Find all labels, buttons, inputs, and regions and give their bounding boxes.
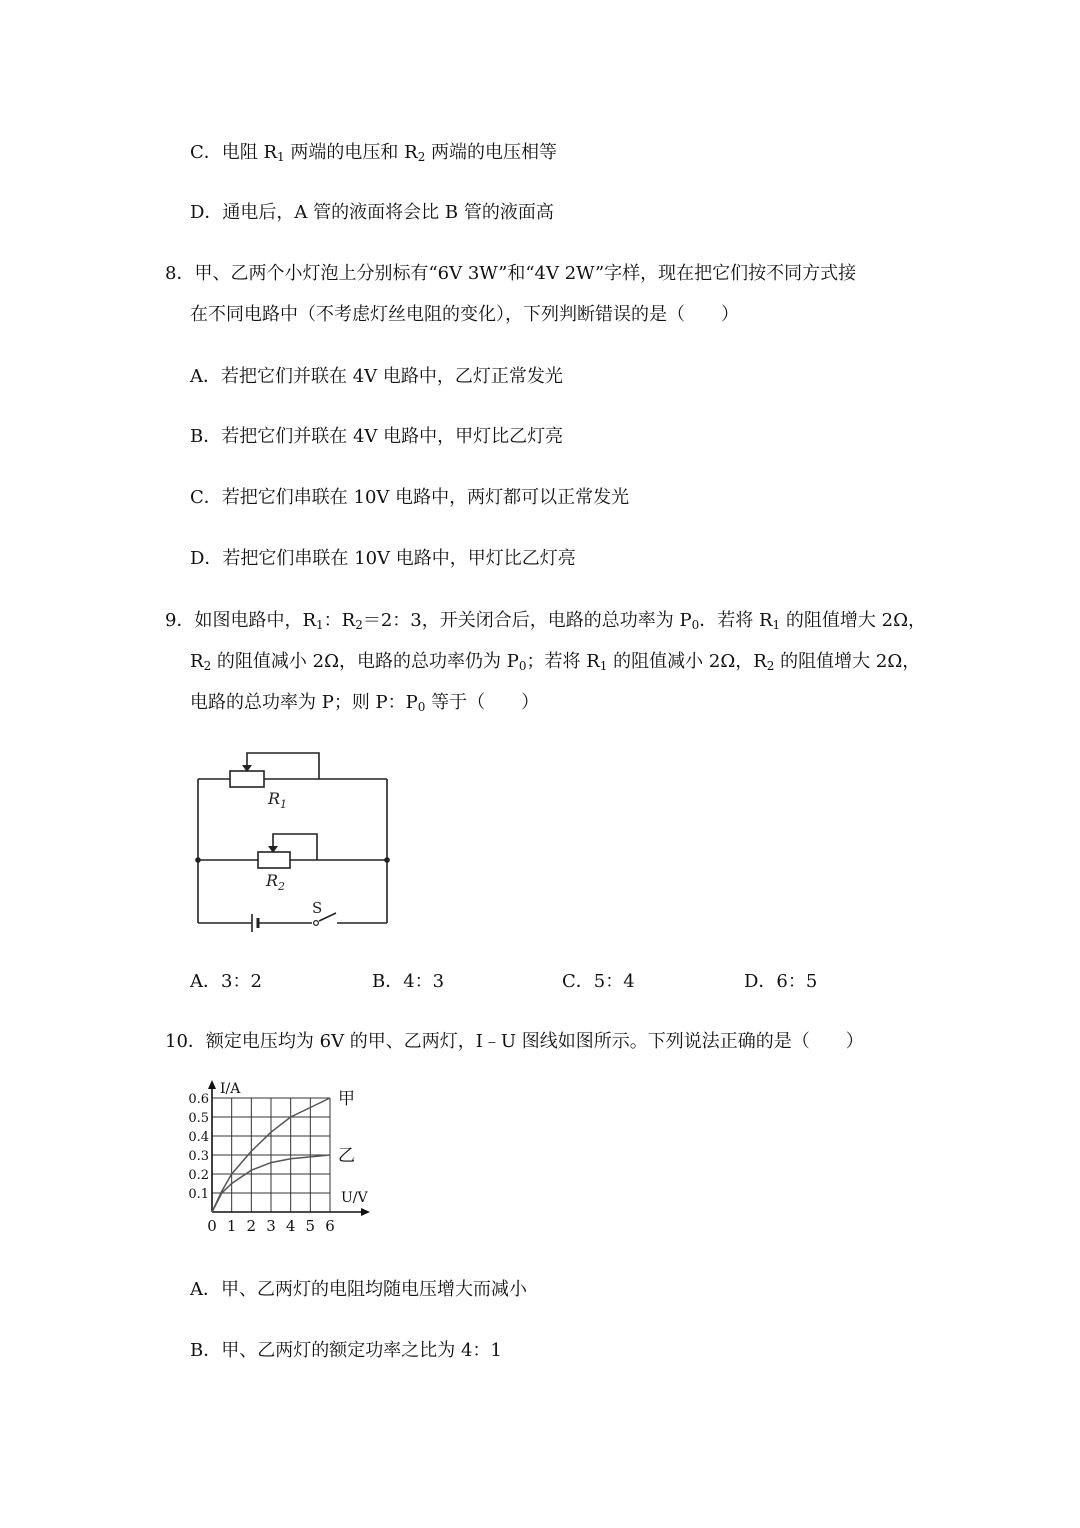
q10-iu-chart bbox=[180, 1075, 390, 1255]
x-tick-label: 6 bbox=[325, 1217, 335, 1235]
resistor-r1 bbox=[230, 771, 264, 787]
series-label-yi: 乙 bbox=[338, 1146, 355, 1166]
x-axis-arrow bbox=[361, 1208, 370, 1216]
q10-option-b: B．甲、乙两灯的额定功率之比为 4：1 bbox=[190, 1340, 502, 1361]
y-tick-label: 0.4 bbox=[188, 1130, 209, 1145]
q9-option-c: C．5：4 bbox=[562, 971, 635, 992]
y-axis-arrow bbox=[208, 1080, 216, 1089]
r1-slider-wire bbox=[247, 753, 319, 779]
y-axis-label: I/A bbox=[220, 1081, 241, 1097]
q9-option-b: B．4：3 bbox=[372, 971, 445, 992]
y-tick-label: 0.6 bbox=[188, 1092, 209, 1107]
q8-option-c: C．若把它们串联在 10V 电路中，两灯都可以正常发光 bbox=[190, 487, 630, 508]
q9-stem-line2: $R_2$ 的阻值减小 2Ω，电路的总功率仍为 $P_0$；若将 $R_1$ 的阻值减小 2Ω，$R_2$ 的阻值增大 2Ω， bbox=[190, 651, 921, 673]
y-tick-label: 0.5 bbox=[188, 1111, 209, 1126]
junction-left bbox=[195, 857, 201, 863]
resistor-r2 bbox=[258, 852, 290, 868]
q9-option-a: A．3：2 bbox=[190, 971, 262, 992]
label-r1: $R_1$ bbox=[268, 789, 288, 811]
y-tick-label: 0.2 bbox=[188, 1168, 209, 1183]
x-axis-label: U/V bbox=[341, 1190, 368, 1206]
q7-option-d: D．通电后，A 管的液面将会比 B 管的液面高 bbox=[190, 202, 554, 223]
x-tick-label: 2 bbox=[246, 1217, 257, 1235]
q8-option-d: D．若把它们串联在 10V 电路中，甲灯比乙灯亮 bbox=[190, 548, 576, 569]
x-tick-label: 0 bbox=[207, 1217, 217, 1235]
label-r2: $R_2$ bbox=[266, 871, 286, 893]
label-switch: S bbox=[312, 899, 323, 917]
x-tick-label: 5 bbox=[305, 1217, 316, 1235]
y-tick-label: 0.1 bbox=[188, 1187, 209, 1202]
q9-option-d: D．6：5 bbox=[744, 971, 818, 992]
x-tick-label: 4 bbox=[285, 1217, 296, 1235]
q8-option-a: A．若把它们并联在 4V 电路中，乙灯正常发光 bbox=[190, 366, 563, 387]
q10-stem: 10．额定电压均为 6V 的甲、乙两灯，I﹣U 图线如图所示。下列说法正确的是（ ） bbox=[165, 1031, 864, 1052]
q8-stem-line2: 在不同电路中（不考虑灯丝电阻的变化），下列判断错误的是（ ） bbox=[190, 304, 739, 325]
q10-option-a: A．甲、乙两灯的电阻均随电压增大而减小 bbox=[190, 1279, 527, 1300]
junction-right bbox=[384, 857, 390, 863]
y-tick-label: 0.3 bbox=[188, 1149, 209, 1164]
r2-slider-wire bbox=[273, 834, 317, 860]
x-tick-label: 1 bbox=[226, 1217, 237, 1235]
q9-stem-line3: 电路的总功率为 P；则 P：$P_0$ 等于（ ） bbox=[190, 692, 540, 714]
q9-options bbox=[190, 970, 950, 994]
q9-circuit-diagram bbox=[180, 740, 410, 940]
series-label-jia: 甲 bbox=[338, 1089, 355, 1109]
switch-contact-left bbox=[314, 921, 319, 926]
q7-option-c: C．电阻 $R_1$ 两端的电压和 $R_2$ 两端的电压相等 bbox=[190, 142, 558, 164]
q8-stem-line1: 8．甲、乙两个小灯泡上分别标有“6V 3W”和“4V 2W”字样，现在把它们按不同方式接 bbox=[165, 263, 857, 284]
x-tick-label: 3 bbox=[266, 1217, 276, 1235]
q8-option-b: B．若把它们并联在 4V 电路中，甲灯比乙灯亮 bbox=[190, 426, 564, 447]
q9-stem-line1: 9．如图电路中，$R_1$：$R_2=2$：3，开关闭合后，电路的总功率为 $P_0$．若将 $R_1$ 的阻值增大 2Ω， bbox=[165, 610, 926, 632]
